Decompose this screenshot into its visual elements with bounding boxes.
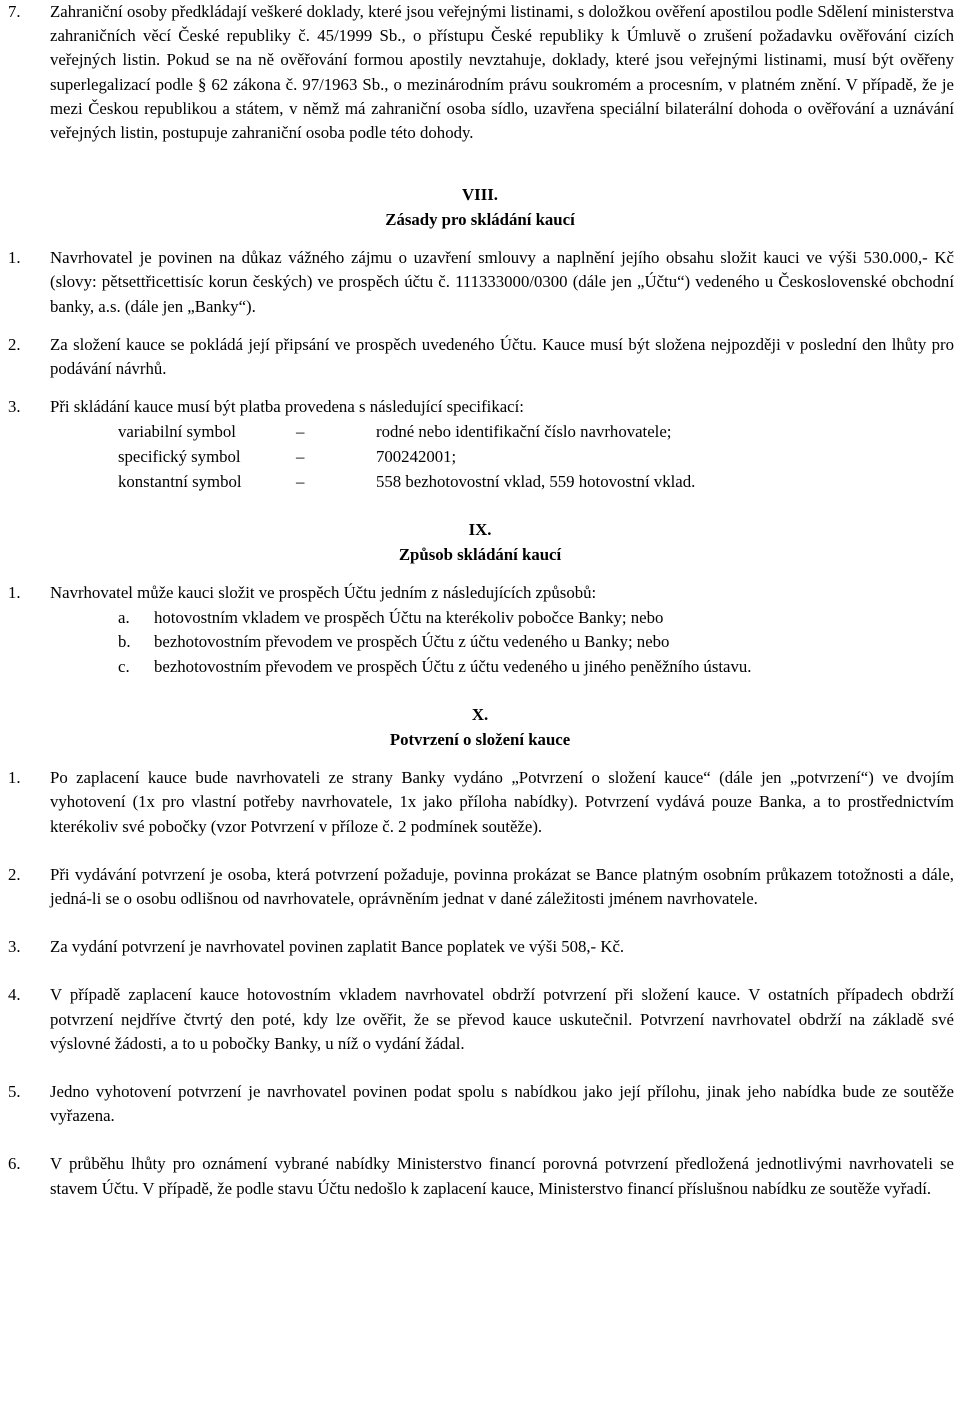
section-title: Zásady pro skládání kaucí: [385, 209, 575, 229]
symbol-value: rodné nebo identifikační číslo navrhovatele;: [376, 422, 672, 442]
item-number: 7.: [8, 2, 21, 21]
item-number: 3.: [8, 397, 21, 417]
paragraph-item: [0, 766, 960, 839]
symbol-label: variabilní symbol: [118, 422, 236, 442]
section-number: IX.: [468, 520, 492, 540]
section-heading-viii: [0, 183, 960, 232]
item-number: 1.: [8, 248, 21, 268]
symbol-row: [118, 419, 960, 444]
item-text: Při skládání kauce musí být platba provedena s následující specifikací:: [50, 397, 524, 417]
list-text: bezhotovostním převodem ve prospěch Účtu z účtu vedeného u Banky; nebo: [154, 632, 670, 652]
list-letter: c.: [118, 656, 130, 676]
symbol-row: [118, 469, 960, 494]
item-number: 1.: [8, 583, 21, 603]
paragraph-item-7: [0, 0, 960, 145]
paragraph-item: [0, 983, 960, 1056]
symbol-value: 700242001;: [376, 447, 457, 467]
list-text: hotovostním vkladem ve prospěch Účtu na kterékoliv pobočce Banky; nebo: [154, 607, 664, 627]
paragraph-item: [0, 333, 960, 381]
item-number: 4.: [8, 985, 21, 1005]
section-number: VIII.: [462, 185, 498, 205]
item-number: 2.: [8, 334, 21, 354]
paragraph-item: [0, 395, 960, 419]
section-number: X.: [471, 705, 489, 725]
section-title: Způsob skládání kaucí: [398, 544, 562, 564]
item-text: Jedno vyhotovení potvrzení je navrhovatel povinen podat spolu s nabídkou jako její přílohu, jinak jeho nabídka bude ze soutěže vyřazena.: [50, 1081, 954, 1126]
list-text: bezhotovostním převodem ve prospěch Účtu z účtu vedeného u jiného peněžního ústavu.: [154, 656, 752, 676]
paragraph-item: [0, 935, 960, 959]
item-number: 3.: [8, 937, 21, 957]
section-title: Potvrzení o složení kauce: [389, 729, 571, 749]
item-text: Zahraniční osoby předkládají veškeré doklady, které jsou veřejnými listinami, s doložkou ověření apostilou podle Sdělení ministerstva zahraničních věcí České republiky č. 45/1999 Sb., o přístupu České republiky k Úmluvě o zrušení požadavku ověřování cizích veřejných listin. Pokud se na ně ověřování formou apostily nevztahuje, doklady, které jsou veřejnými listinami, musí být ověřeny superlegalizací podle § 62 zákona č. 97/1963 Sb., o mezinárodním právu soukromém a procesním, v platném znění. V případě, že je mezi Českou republikou a státem, v němž má zahraniční osoba sídlo, uzavřena speciální bilaterální dohoda o ověřování a uznávání veřejných listin, postupuje zahraniční osoba podle této dohody.: [50, 2, 954, 143]
item-text: V průběhu lhůty pro oznámení vybrané nabídky Ministerstvo financí porovná potvrzení předložená jednotlivými navrhovateli se stavem Účtu. V případě, že podle stavu Účtu nedošlo k zaplacení kauce, Ministerstvo financí příslušnou nabídku ze soutěže vyřadí.: [50, 1154, 954, 1198]
item-number: 6.: [8, 1154, 21, 1174]
section-heading-x: [0, 703, 960, 752]
item-text: Za vydání potvrzení je navrhovatel povinen zaplatit Bance poplatek ve výši 508,- Kč.: [50, 937, 625, 957]
item-number: 2.: [8, 864, 21, 884]
paragraph-item: [0, 246, 960, 319]
paragraph-item: [0, 1080, 960, 1128]
item-text: Navrhovatel je povinen na důkaz vážného zájmu o uzavření smlouvy a naplnění jejího obsahu složit kauci ve výši 530.000,- Kč (slovy: pětsettřicettisíc korun českých) ve prospěch účtu č. 111333000/0300 (dále jen „Účtu“) vedeného u Československé obchodní banky, a.s. (dále jen „Banky“).: [50, 248, 954, 316]
list-item: [118, 606, 960, 631]
symbol-label: specifický symbol: [118, 447, 241, 467]
section-heading-ix: [0, 518, 960, 567]
paragraph-item: [0, 863, 960, 911]
item-number: 5.: [8, 1081, 21, 1101]
symbol-row: [118, 444, 960, 469]
payment-methods-list: [118, 606, 960, 680]
symbol-dash: –: [296, 447, 305, 467]
symbol-dash: –: [296, 422, 305, 442]
paragraph-item: [0, 1152, 960, 1200]
payment-symbols-table: [118, 419, 960, 494]
item-number: 1.: [8, 768, 21, 788]
list-letter: b.: [118, 632, 131, 652]
symbol-value: 558 bezhotovostní vklad, 559 hotovostní vklad.: [376, 472, 696, 492]
symbol-dash: –: [296, 472, 305, 492]
list-item: [118, 630, 960, 655]
list-letter: a.: [118, 607, 130, 627]
symbol-label: konstantní symbol: [118, 472, 242, 492]
item-text: V případě zaplacení kauce hotovostním vkladem navrhovatel obdrží potvrzení při složení kauce. V ostatních případech obdrží potvrzení nejdříve čtvrtý den poté, kdy lze ověřit, že se převod kauce uskutečnil. Potvrzení navrhovatel obdrží na základě své výslovné žádosti, a to u pobočky Banky, u níž o vydání žádal.: [50, 985, 954, 1053]
item-text: Navrhovatel může kauci složit ve prospěch Účtu jedním z následujících způsobů:: [50, 583, 597, 603]
item-text: Za složení kauce se pokládá její připsání ve prospěch uvedeného Účtu. Kauce musí být složena nejpozději v poslední den lhůty pro podávání návrhů.: [50, 334, 954, 379]
paragraph-item: [0, 581, 960, 605]
item-text: Při vydávání potvrzení je osoba, která potvrzení požaduje, povinna prokázat se Bance platným osobním průkazem totožnosti a dále, jedná-li se o osobu odlišnou od navrhovatele, oprávněním jednat v dané záležitosti jménem navrhovatele.: [50, 864, 954, 908]
list-item: [118, 655, 960, 680]
item-text: Po zaplacení kauce bude navrhovateli ze strany Banky vydáno „Potvrzení o složení kauce“ (dále jen „potvrzení“) ve dvojím vyhotovení (1x pro vlastní potřeby navrhovatele, 1x jako příloha nabídky). Potvrzení vydává pouze Banka, a to prostřednictvím kterékoliv své pobočky (vzor Potvrzení v příloze č. 2 podmínek soutěže).: [50, 768, 954, 836]
